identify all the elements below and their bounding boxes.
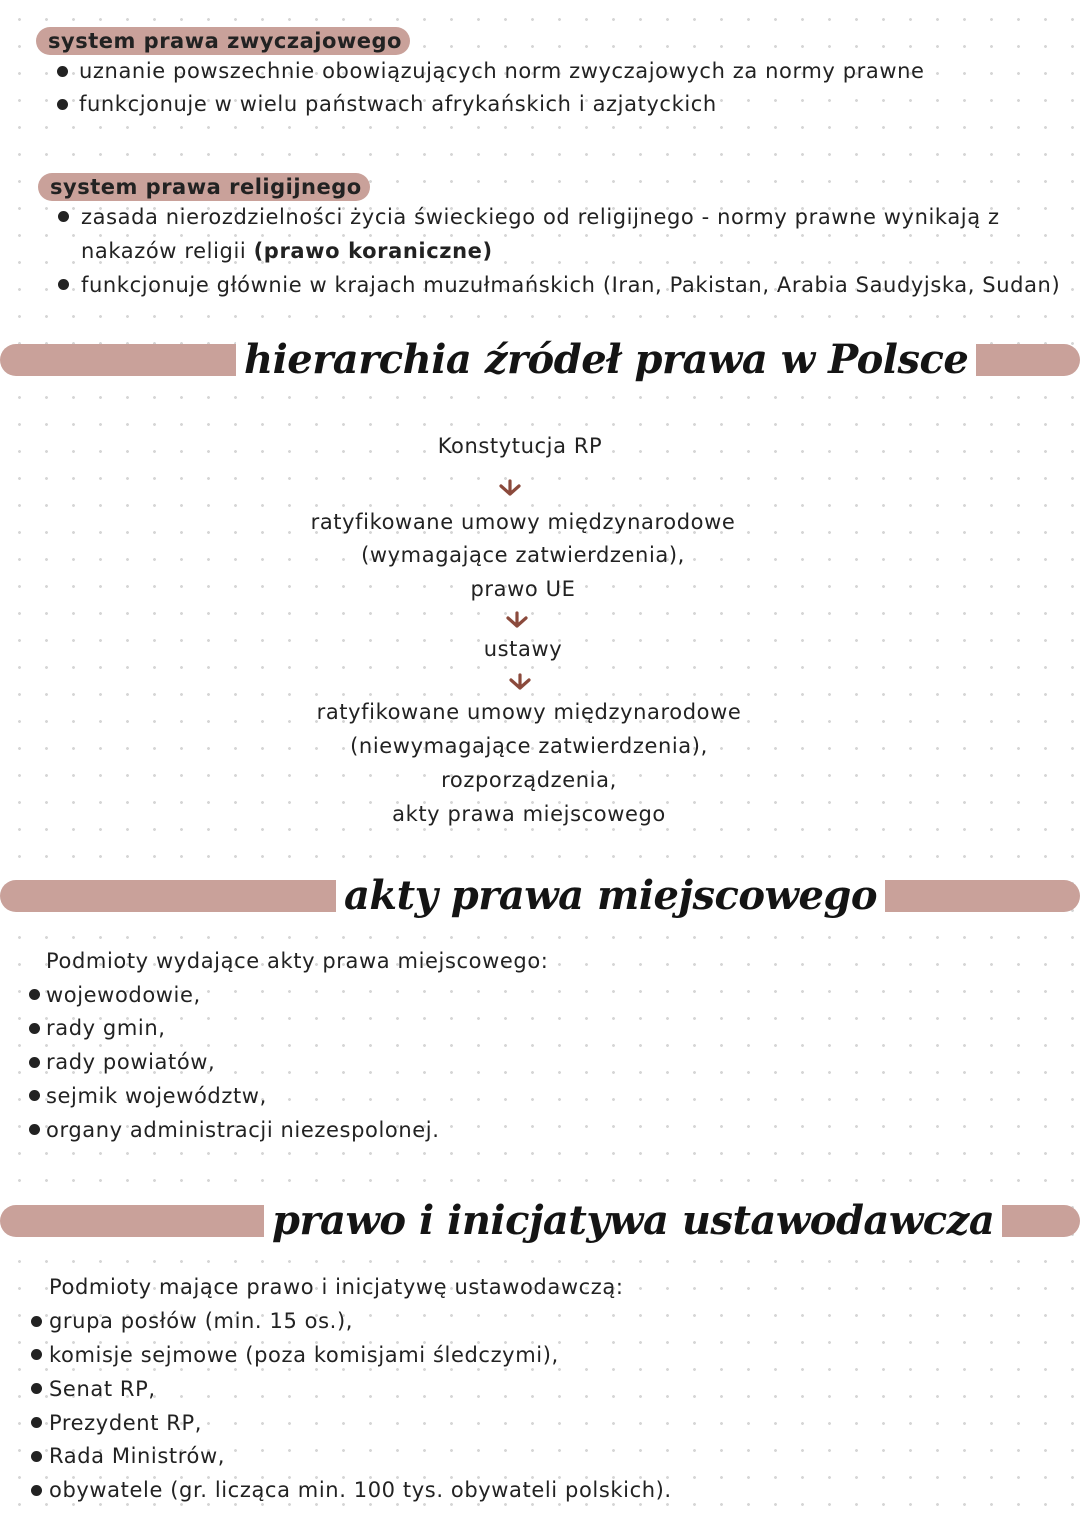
local-acts-heading: akty prawa miejscowego: [336, 866, 885, 926]
bullet-icon: [31, 1451, 42, 1462]
religious-point-1-bold: (prawo koraniczne): [253, 239, 493, 263]
bullet-icon: [31, 1316, 42, 1327]
arrow-down-icon: [508, 673, 532, 691]
customary-point-2: funkcjonuje w wielu państwach afrykańskich i azjatyckich: [79, 92, 717, 116]
legislative-item: obywatele (gr. licząca min. 100 tys. obywateli polskich).: [49, 1478, 672, 1502]
legislative-item: Prezydent RP,: [49, 1411, 203, 1435]
bullet-icon: [58, 211, 69, 222]
arrow-down-icon: [505, 611, 529, 629]
bullet-icon: [58, 279, 69, 290]
bullet-icon: [57, 99, 68, 110]
legislative-item: grupa posłów (min. 15 os.),: [49, 1309, 354, 1333]
customary-law-title: system prawa zwyczajowego: [36, 27, 410, 55]
hierarchy-level-4-line-4: akty prawa miejscowego: [392, 802, 666, 826]
bullet-icon: [29, 1124, 40, 1135]
local-acts-intro: Podmioty wydające akty prawa miejscowego:: [46, 949, 549, 973]
legislative-item: Rada Ministrów,: [49, 1444, 226, 1468]
local-acts-item: organy administracji niezespolonej.: [46, 1118, 440, 1142]
hierarchy-heading: hierarchia źródeł prawa w Polsce: [236, 330, 976, 390]
hierarchy-level-constitution: Konstytucja RP: [437, 434, 603, 458]
religious-point-1-text: nakazów religii: [81, 239, 254, 263]
hierarchy-level-2-line-2: (wymagające zatwierdzenia),: [361, 543, 685, 567]
legislative-item: Senat RP,: [49, 1377, 156, 1401]
local-acts-item: sejmik województw,: [46, 1084, 267, 1108]
bullet-icon: [31, 1485, 42, 1496]
religious-point-1-line-1: zasada nierozdzielności życia świeckiego od religijnego - normy prawne wynikają z: [81, 205, 1000, 229]
bullet-icon: [31, 1349, 42, 1360]
bullet-icon: [31, 1417, 42, 1428]
bullet-icon: [29, 1023, 40, 1034]
local-acts-item: rady gmin,: [46, 1016, 166, 1040]
bullet-icon: [29, 1090, 40, 1101]
hierarchy-level-4-line-3: rozporządzenia,: [441, 768, 617, 792]
religious-law-title: system prawa religijnego: [38, 173, 370, 201]
bullet-icon: [29, 1057, 40, 1068]
hierarchy-level-2-line-3: prawo UE: [470, 577, 576, 601]
hierarchy-level-4-line-1: ratyfikowane umowy międzynarodowe: [316, 700, 742, 724]
legislative-heading: prawo i inicjatywa ustawodawcza: [264, 1191, 1002, 1251]
arrow-down-icon: [498, 479, 522, 497]
legislative-item: komisje sejmowe (poza komisjami śledczymi),: [49, 1343, 559, 1367]
hierarchy-level-2-line-1: ratyfikowane umowy międzynarodowe: [310, 510, 736, 534]
bullet-icon: [29, 989, 40, 1000]
bullet-icon: [31, 1383, 42, 1394]
local-acts-item: rady powiatów,: [46, 1050, 216, 1074]
religious-point-1-line-2: [81, 236, 493, 266]
hierarchy-level-statutes: ustawy: [483, 637, 563, 661]
local-acts-item: wojewodowie,: [46, 983, 201, 1007]
legislative-intro: Podmioty mające prawo i inicjatywę ustawodawczą:: [49, 1275, 624, 1299]
customary-point-1: uznanie powszechnie obowiązujących norm zwyczajowych za normy prawne: [79, 59, 925, 83]
hierarchy-level-4-line-2: (niewymagające zatwierdzenia),: [350, 734, 708, 758]
bullet-icon: [57, 66, 68, 77]
religious-point-2: funkcjonuje głównie w krajach muzułmańskich (Iran, Pakistan, Arabia Saudyjska, Sudan): [81, 273, 1061, 297]
